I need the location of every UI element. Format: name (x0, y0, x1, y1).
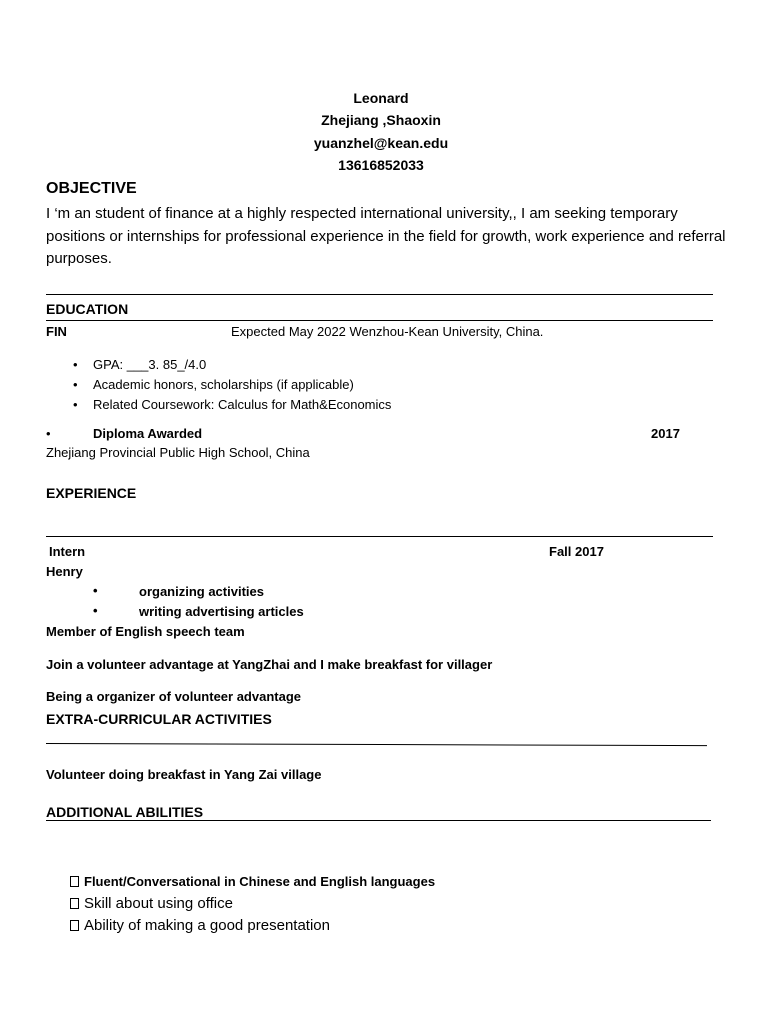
experience-organizer: Being a organizer of volunteer advantage (46, 689, 301, 704)
extracurricular-item: Volunteer doing breakfast in Yang Zai village (46, 767, 322, 782)
diploma-year: 2017 (651, 426, 680, 441)
divider (46, 320, 713, 321)
candidate-name: Leonard (353, 90, 409, 106)
bullet-icon: • (93, 603, 98, 618)
education-bullet: Related Coursework: Calculus for Math&Economics (93, 397, 392, 412)
education-major: FIN (46, 324, 67, 339)
checkbox-icon (70, 920, 79, 931)
candidate-phone: 13616852033 (338, 157, 424, 173)
experience-company: Henry (46, 564, 83, 579)
experience-role: Intern (49, 544, 86, 559)
ability-item: Fluent/Conversational in Chinese and English languages (84, 874, 436, 889)
checkbox-icon (70, 876, 79, 887)
divider (46, 536, 713, 537)
divider (46, 820, 711, 821)
candidate-location: Zhejiang ,Shaoxin (321, 112, 441, 128)
bullet-icon: • (73, 397, 78, 412)
experience-period: Fall 2017 (549, 544, 604, 559)
bullet-icon: • (93, 583, 98, 598)
education-heading: EDUCATION (46, 301, 129, 317)
education-bullet: Academic honors, scholarships (if applicable) (93, 377, 354, 392)
ability-item: Ability of making a good presentation (84, 917, 330, 934)
experience-duty: organizing activities (139, 584, 264, 599)
checkbox-icon (70, 898, 79, 909)
diploma-label: Diploma Awarded (93, 426, 203, 441)
candidate-email: yuanzhel@kean.edu (313, 135, 449, 151)
divider (46, 294, 713, 295)
divider (46, 743, 707, 746)
objective-text: I ‘m an student of finance at a highly respected international university,, I am seeking temporary positions or internships for professional experience in the field for growth, work experience and referral purposes. (46, 205, 726, 267)
experience-heading: EXPERIENCE (46, 485, 137, 501)
education-bullet: GPA: ___3. 85_/4.0 (93, 357, 207, 372)
bullet-icon: • (73, 377, 78, 392)
bullet-icon: • (73, 357, 78, 372)
experience-member: Member of English speech team (46, 624, 245, 639)
additional-heading: ADDITIONAL ABILITIES (46, 804, 204, 820)
extracurricular-heading: EXTRA-CURRICULAR ACTIVITIES (46, 711, 272, 727)
ability-item: Skill about using office (84, 895, 233, 912)
objective-heading: OBJECTIVE (46, 180, 137, 197)
experience-volunteer: Join a volunteer advantage at YangZhai and I make breakfast for villager (46, 657, 493, 672)
diploma-bullet: • (46, 426, 51, 441)
education-expected: Expected May 2022 Wenzhou-Kean University, China. (231, 324, 544, 339)
highschool-name: Zhejiang Provincial Public High School, China (46, 445, 310, 460)
experience-duty: writing advertising articles (139, 604, 304, 619)
